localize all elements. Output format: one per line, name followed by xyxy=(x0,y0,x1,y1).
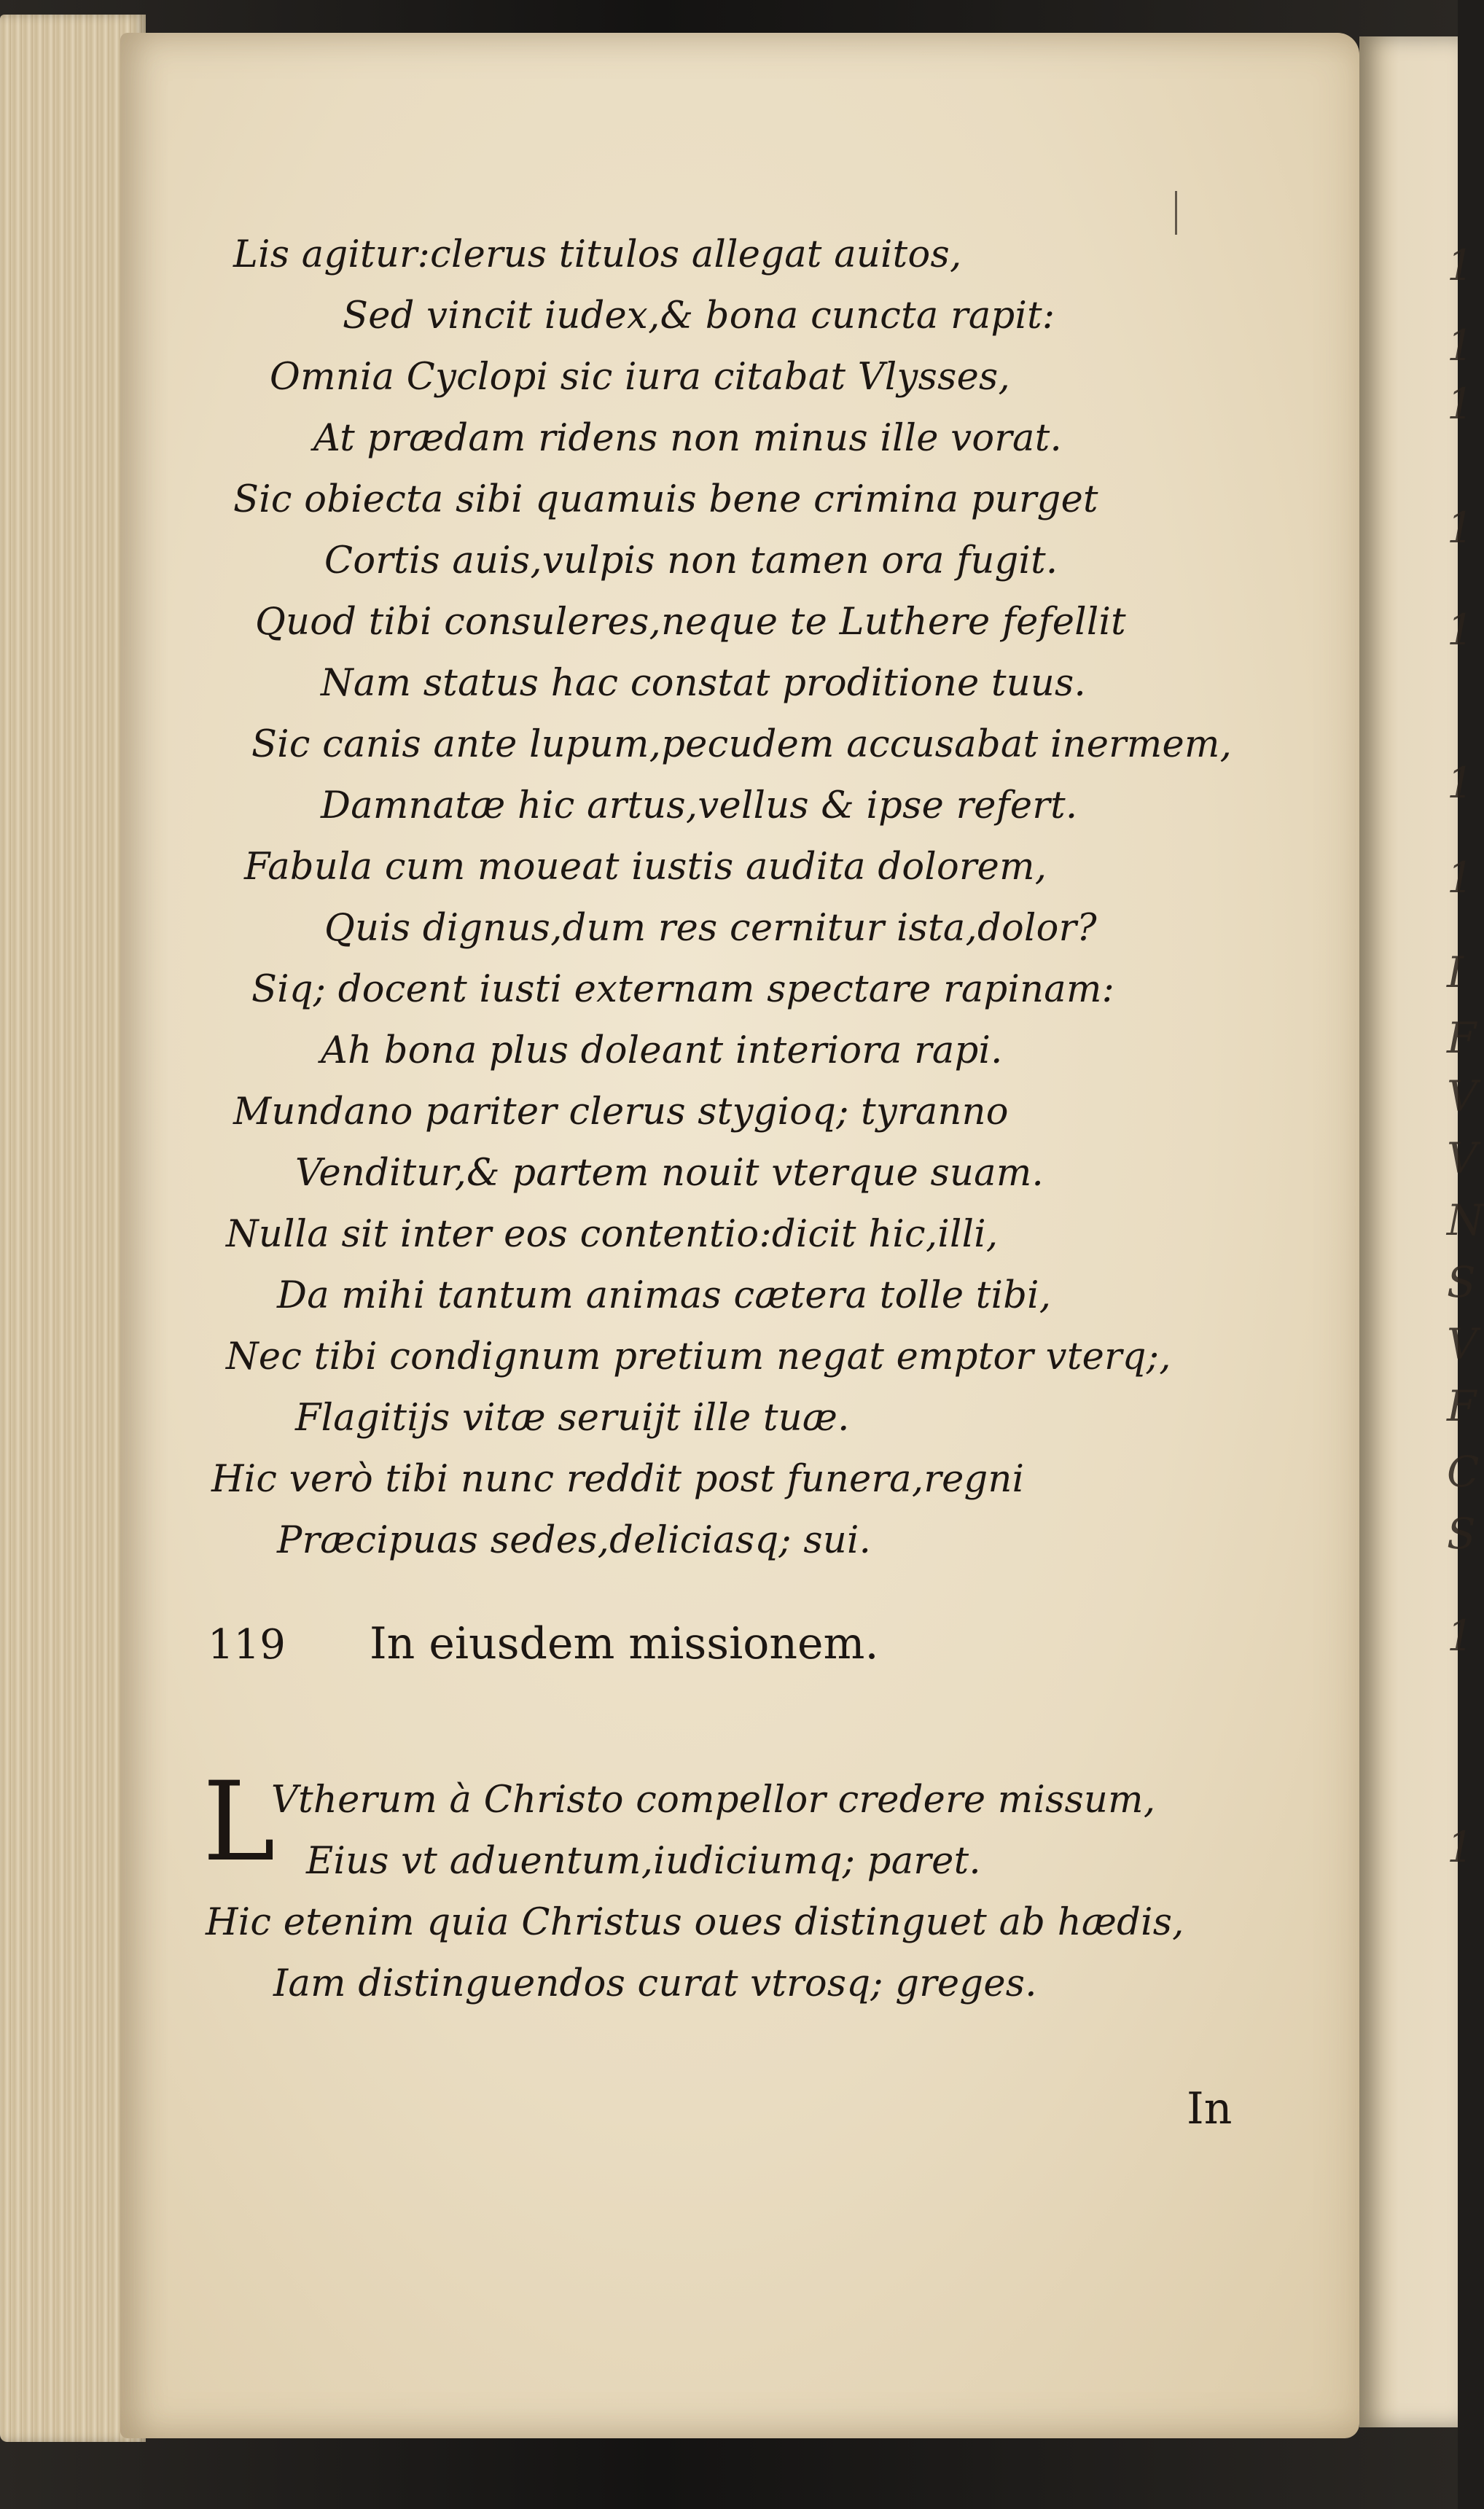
poem-line: Nulla sit inter eos contentio:dicit hic,illi, xyxy=(226,1213,999,1256)
poem-line: Præcipuas sedes,deliciasq; sui. xyxy=(277,1519,872,1562)
facing-glyph: 1 xyxy=(1447,1611,1474,1661)
facing-glyph: N xyxy=(1447,1195,1484,1245)
facing-glyph: V xyxy=(1447,1319,1477,1369)
facing-glyph: C xyxy=(1447,1447,1480,1497)
poem-line: Lis agitur:clerus titulos allegat auitos, xyxy=(233,233,962,276)
poem-line: Da mihi tantum animas cætera tolle tibi, xyxy=(277,1274,1052,1317)
poem-line: Hic etenim quia Christus oues distinguet ab hædis, xyxy=(206,1901,1184,1944)
poem-line: Nec tibi condignum pretium negat emptor vterq;, xyxy=(226,1335,1171,1378)
facing-glyph: F xyxy=(1447,1381,1477,1431)
facing-page-edge xyxy=(1359,36,1458,2427)
facing-glyph: 1 xyxy=(1447,503,1474,553)
poem-line: Venditur,& partem nouit vterque suam. xyxy=(295,1152,1044,1195)
poem-line: Quis dignus,dum res cernitur ista,dolor? xyxy=(324,907,1097,950)
drop-capital: L xyxy=(203,1759,276,1886)
poem-line: Cortis auis,vulpis non tamen ora fugit. xyxy=(324,539,1058,582)
section-title: In eiusdem missionem. xyxy=(369,1618,879,1669)
facing-glyph: V xyxy=(1447,1072,1477,1121)
facing-glyph: 1 xyxy=(1447,321,1474,370)
poem-line: Vtherum à Christo compellor credere missum, xyxy=(271,1779,1156,1822)
poem-line: At prædam ridens non minus ille vorat. xyxy=(313,417,1063,460)
facing-glyph: S xyxy=(1447,1257,1476,1307)
poem-line: Fabula cum moueat iustis audita dolorem, xyxy=(244,846,1047,889)
section-number: 119 xyxy=(208,1621,286,1669)
facing-glyph: 1 xyxy=(1447,758,1474,808)
poem-line: Hic verò tibi nunc reddit post funera,regni xyxy=(211,1458,1025,1501)
poem-line: Nam status hac constat proditione tuus. xyxy=(321,662,1087,705)
poem-line: Sic canis ante lupum,pecudem accusabat inermem, xyxy=(251,723,1233,766)
poem-line: Ah bona plus doleant interiora rapi. xyxy=(321,1029,1003,1072)
ink-mark xyxy=(1175,191,1177,235)
facing-glyph: 1 xyxy=(1447,379,1474,429)
poem-line: Quod tibi consuleres,neque te Luthere fefellit xyxy=(255,601,1126,644)
facing-glyph: 1 xyxy=(1447,853,1474,902)
poem-line: Siq; docent iusti externam spectare rapinam: xyxy=(251,968,1115,1011)
poem-line: Sic obiecta sibi quamuis bene crimina purget xyxy=(233,478,1098,521)
poem-line: Eius vt aduentum,iudiciumq; paret. xyxy=(306,1840,981,1883)
poem-line: Omnia Cyclopi sic iura citabat Vlysses, xyxy=(270,356,1011,399)
poem-line: Damnatæ hic artus,vellus & ipse refert. xyxy=(321,784,1078,827)
facing-glyph: V xyxy=(1447,1133,1477,1183)
poem-line: Iam distinguendos curat vtrosq; greges. xyxy=(273,1962,1037,2005)
facing-glyph: I xyxy=(1447,948,1464,997)
facing-glyph: F xyxy=(1447,1013,1477,1063)
poem-line: Mundano pariter clerus stygioq; tyranno xyxy=(233,1090,1009,1133)
poem-line: Flagitijs vitæ seruijt ille tuæ. xyxy=(295,1397,850,1440)
facing-glyph: 1 xyxy=(1447,605,1474,655)
section-heading xyxy=(208,1618,879,1669)
facing-glyph: 1 xyxy=(1447,1822,1474,1872)
poem-line: Sed vincit iudex,& bona cuncta rapit: xyxy=(343,294,1055,337)
facing-glyph: S xyxy=(1447,1509,1476,1558)
facing-glyph: 1 xyxy=(1447,241,1474,290)
catchword: In xyxy=(1187,2083,1233,2134)
